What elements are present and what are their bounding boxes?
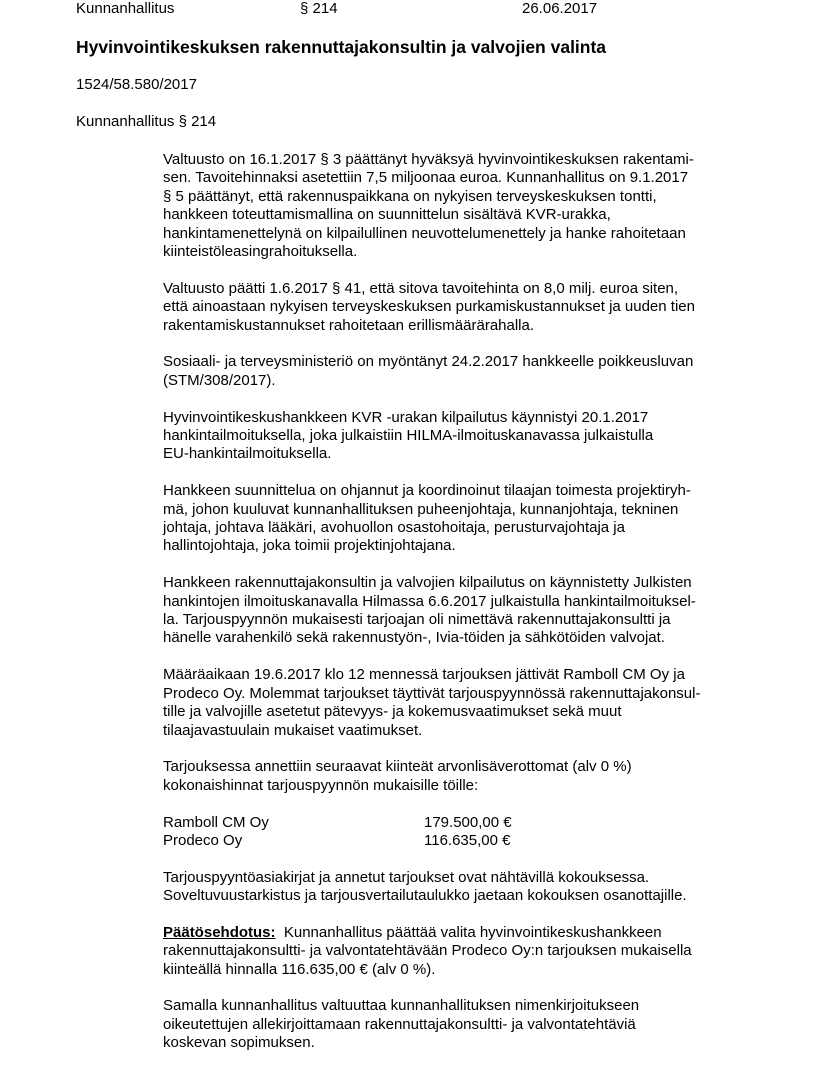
proposal-line: rakennuttajakonsultti- ja valvontatehtävään Prodeco Oy:n tarjouksen mukaisella (163, 942, 692, 960)
text-line: tille ja valvojille asetetut pätevyys- ja kokemusvaatimukset sekä muut (163, 703, 622, 721)
bid-price: 179.500,00 € (424, 813, 512, 831)
text-line: Tarjouksessa annettiin seuraavat kiinteät arvonlisäverottomat (alv 0 %) (163, 758, 632, 776)
text-line: Hyvinvointikeskushankkeen KVR -urakan kilpailutus käynnistyi 20.1.2017 (163, 408, 649, 426)
text-line: (STM/308/2017). (163, 371, 276, 389)
bid-price: 116.635,00 € (424, 831, 511, 849)
text-line: Valtuusto päätti 1.6.2017 § 41, että sitova tavoitehinta on 8,0 milj. euroa siten, (163, 279, 679, 297)
paragraph (163, 353, 783, 390)
text-line: hankkeen toteuttamismallina on suunnittelun sisältävä KVR-urakka, (163, 206, 611, 224)
text-line: EU-hankintailmoituksella. (163, 445, 332, 463)
paragraph (163, 151, 783, 261)
text-line: sen. Tavoitehinnaksi asetettiin 7,5 miljoonaa euroa. Kunnanhallitus on 9.1.2017 (163, 169, 689, 187)
bid-row (163, 814, 783, 832)
proposal-line: kiinteällä hinnalla 116.635,00 € (alv 0 %). (163, 960, 436, 978)
text-line: § 5 päättänyt, että rakennuspaikkana on nykyisen terveyskeskuksen tontti, (163, 187, 657, 205)
text-line: hankintailmoituksella, joka julkaistiin HILMA-ilmoituskanavassa julkaistulla (163, 427, 654, 445)
text-line: tilaajavastuulain mukaiset vaatimukset. (163, 721, 423, 739)
bid-company: Prodeco Oy (163, 831, 243, 849)
text-line: että ainoastaan nykyisen terveyskeskuksen purkamiskustannukset ja uuden tien (163, 298, 695, 316)
header-section: § 214 (300, 0, 338, 17)
paragraph (163, 574, 783, 648)
text-line: la. Tarjouspyynnön mukaisesti tarjoajan oli nimettävä rakennuttajakonsultti ja (163, 611, 671, 629)
paragraph (163, 280, 783, 335)
final-paragraph (163, 997, 783, 1052)
text-line: oikeutettujen allekirjoittamaan rakennuttajakonsultti- ja valvontatehtäviä (163, 1015, 636, 1033)
paragraph (163, 666, 783, 740)
text-line: Hankkeen suunnittelua on ohjannut ja koordinoinut tilaajan toimesta projektiryh- (163, 482, 691, 500)
record-number: 1524/58.580/2017 (76, 76, 197, 93)
text-line: Soveltuvuustarkistus ja tarjousvertailutaulukko jaetaan kokouksen osanottajille. (163, 887, 687, 905)
document-body (163, 151, 783, 1071)
text-line: hankintojen ilmoituskanavalla Hilmassa 6.6.2017 julkaistulla hankintailmoituksel- (163, 592, 696, 610)
text-line: Hankkeen rakennuttajakonsultin ja valvojien kilpailutus on käynnistetty Julkisten (163, 574, 692, 592)
bid-row (163, 832, 783, 850)
header-date: 26.06.2017 (522, 0, 598, 17)
text-line: Tarjouspyyntöasiakirjat ja annetut tarjoukset ovat nähtävillä kokouksessa. (163, 868, 650, 886)
text-line: Valtuusto on 16.1.2017 § 3 päättänyt hyväksyä hyvinvointikeskuksen rakentami- (163, 151, 694, 168)
meeting-reference: Kunnanhallitus § 214 (76, 113, 217, 130)
header-body: Kunnanhallitus (76, 0, 175, 17)
text-line: hallintojohtaja, joka toimii projektinjohtajana. (163, 537, 456, 555)
paragraph (163, 409, 783, 464)
document-title: Hyvinvointikeskuksen rakennuttajakonsultin ja valvojien valinta (76, 37, 607, 57)
proposal-paragraph (163, 924, 783, 979)
text-line: hankintamenettelynä on kilpailullinen neuvottelumenettely ja hanke rahoitetaan (163, 224, 686, 242)
text-line: kokonaishinnat tarjouspyynnön mukaisille töille: (163, 776, 479, 794)
text-line: koskevan sopimuksen. (163, 1034, 315, 1052)
paragraphs-before (163, 151, 783, 795)
paragraphs-after (163, 869, 783, 906)
text-line: Prodeco Oy. Molemmat tarjoukset täyttivät tarjouspyynnössä rakennuttajakonsul- (163, 684, 701, 702)
bids-table (163, 814, 783, 851)
text-line: rakentamiskustannukset rahoitetaan erillismäärärahalla. (163, 316, 535, 334)
paragraph (163, 758, 783, 795)
proposal-label: Päätösehdotus: (163, 923, 276, 941)
text-line: Sosiaali- ja terveysministeriö on myöntänyt 24.2.2017 hankkeelle poikkeusluvan (163, 353, 694, 371)
text-line: kiinteistöleasingrahoituksella. (163, 243, 358, 261)
text-line: Määräaikaan 19.6.2017 klo 12 mennessä tarjouksen jättivät Ramboll CM Oy ja (163, 666, 685, 684)
text-line: johtaja, johtava lääkäri, avohuollon osastohoitaja, perusturvajohtaja ja (163, 519, 625, 537)
bid-company: Ramboll CM Oy (163, 813, 269, 831)
paragraph (163, 482, 783, 556)
text-line: Samalla kunnanhallitus valtuuttaa kunnanhallituksen nimenkirjoitukseen (163, 997, 640, 1015)
text-line: hänelle varahenkilö sekä rakennustyön-, Ivia-töiden ja sähkötöiden valvojat. (163, 629, 665, 647)
text-line: mä, johon kuuluvat kunnanhallituksen puheenjohtaja, kunnanjohtaja, tekninen (163, 500, 679, 518)
proposal-line: Kunnanhallitus päättää valita hyvinvointikeskushankkeen (283, 923, 662, 941)
paragraph (163, 869, 783, 906)
